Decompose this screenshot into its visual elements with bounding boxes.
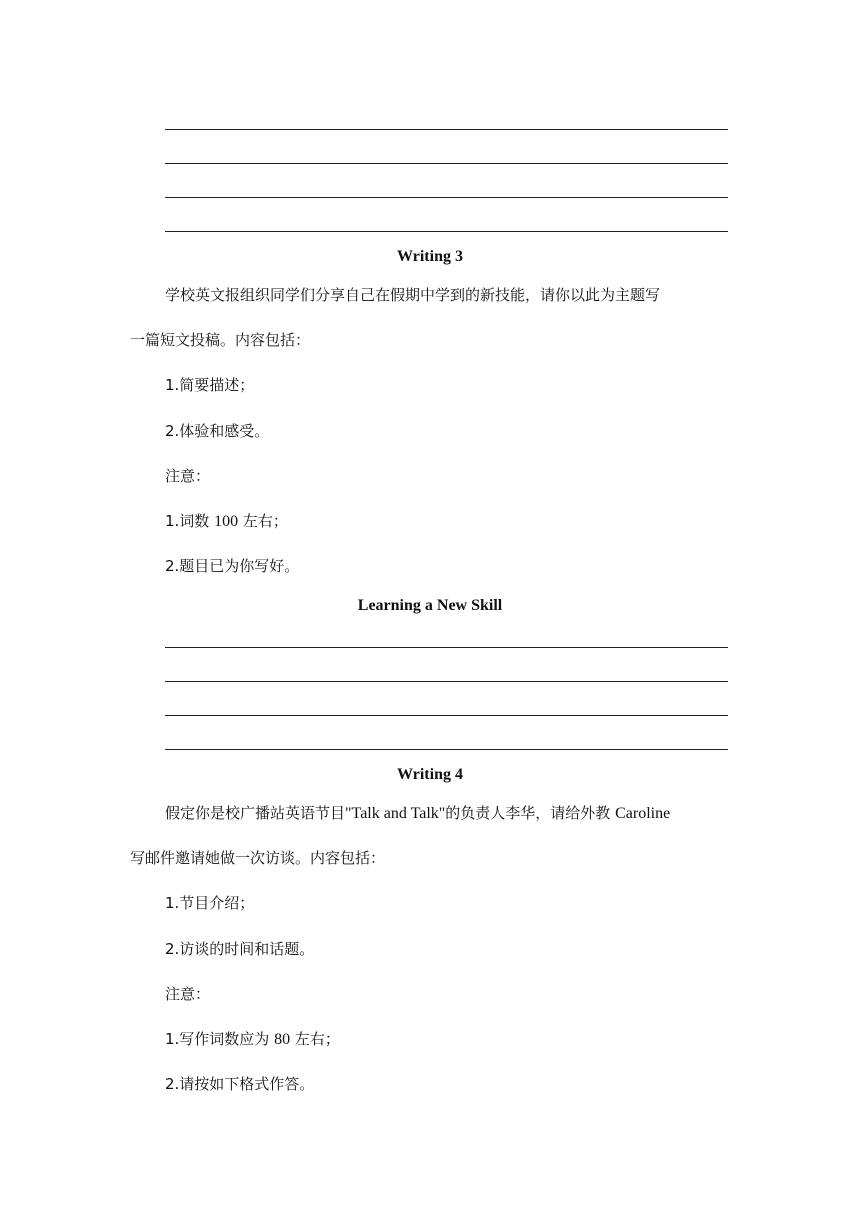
- answer-line[interactable]: [165, 749, 728, 750]
- essay-title: Learning a New Skill: [357, 597, 503, 614]
- writing-4-note-2: 2.请按如下格式作答。: [165, 1075, 315, 1093]
- answer-line[interactable]: [165, 129, 728, 130]
- writing-3-item-2: 2.体验和感受。: [165, 422, 270, 440]
- answer-line[interactable]: [165, 163, 728, 164]
- writing-4-item-2: 2.访谈的时间和话题。: [165, 940, 315, 958]
- writing-3-prompt-continued: 一篇短文投稿。内容包括：: [130, 331, 311, 349]
- answer-line[interactable]: [165, 647, 728, 648]
- section-title-writing-3: Writing 3: [397, 248, 463, 265]
- answer-line[interactable]: [165, 681, 728, 682]
- answer-line[interactable]: [165, 715, 728, 716]
- writing-3-notes-label: 注意：: [165, 467, 211, 485]
- writing-4-note-1: 1.写作词数应为 80 左右；: [165, 1030, 340, 1048]
- writing-4-notes-label: 注意：: [165, 985, 211, 1003]
- answer-line[interactable]: [165, 231, 728, 232]
- writing-4-item-1: 1.节目介绍；: [165, 894, 255, 912]
- writing-4-prompt: 假定你是校广播站英语节目"Talk and Talk"的负责人李华，请给外教 Caroline: [165, 804, 671, 822]
- section-title-writing-4: Writing 4: [397, 766, 463, 783]
- writing-3-prompt: 学校英文报组织同学们分享自己在假期中学到的新技能，请你以此为主题写: [165, 286, 661, 304]
- writing-3-note-1: 1.词数 100 左右；: [165, 512, 288, 530]
- answer-line[interactable]: [165, 197, 728, 198]
- writing-3-item-1: 1.简要描述；: [165, 376, 255, 394]
- writing-4-prompt-continued: 写邮件邀请她做一次访谈。内容包括：: [130, 849, 386, 867]
- writing-3-note-2: 2.题目已为你写好。: [165, 557, 300, 575]
